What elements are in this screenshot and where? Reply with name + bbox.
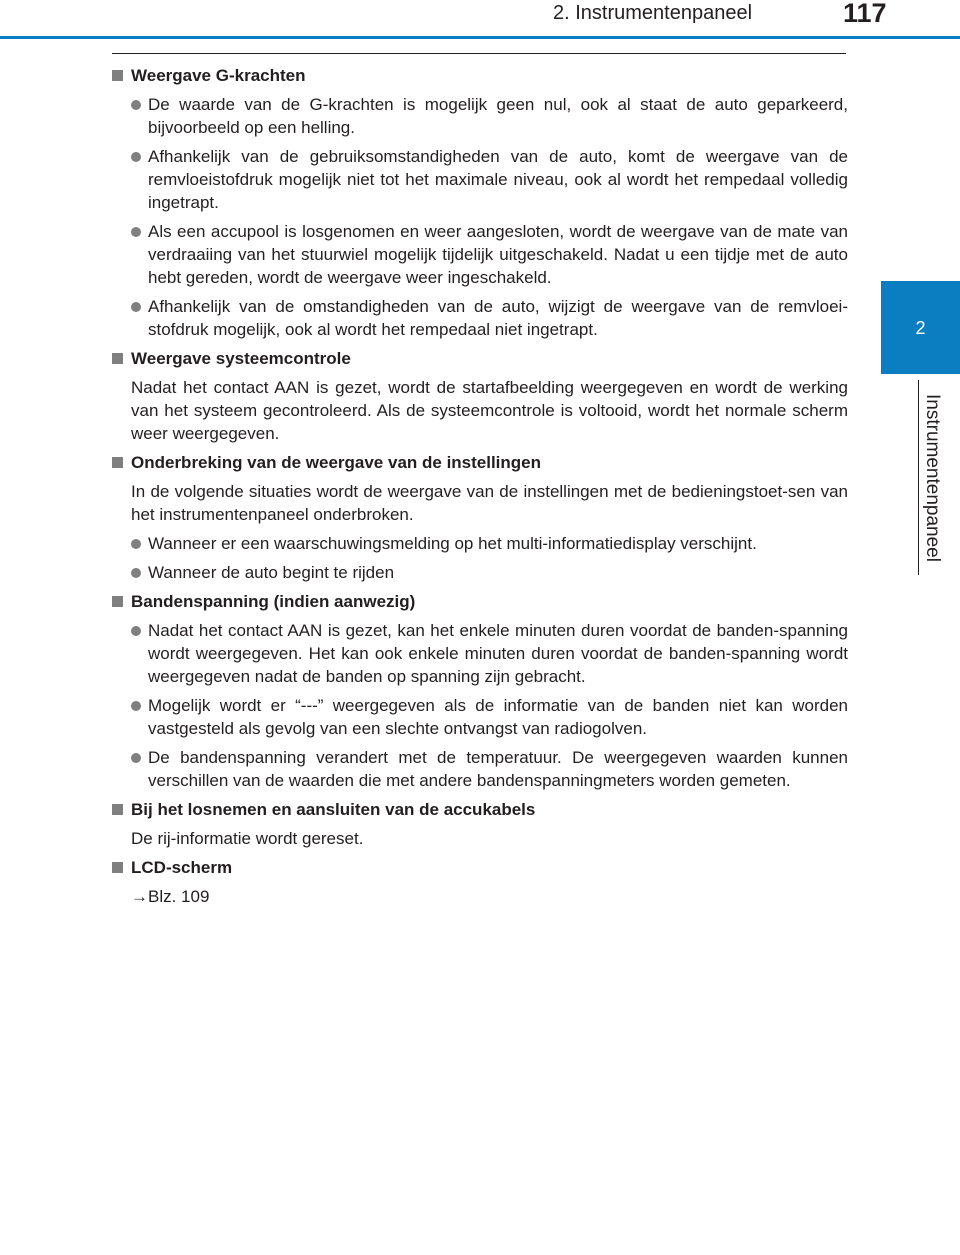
bullet-item: De waarde van de G-krachten is mogelijk geen nul, ook al staat de auto geparkeerd, bijvoorbeeld op een helling. bbox=[129, 93, 848, 139]
section-settings-interruption bbox=[112, 451, 848, 584]
side-divider bbox=[918, 380, 919, 575]
chapter-tab-label: Instrumentenpaneel bbox=[922, 394, 943, 562]
page-content bbox=[112, 64, 848, 914]
bullet-item: Wanneer er een waarschuwingsmelding op het multi-informatiedisplay verschijnt. bbox=[129, 532, 848, 555]
bullet-item: Nadat het contact AAN is gezet, kan het enkele minuten duren voordat de banden-spanning wordt weergegeven. Het kan ook enkele minuten duren voordat de banden-spanning wordt weergegeven nadat de banden op spanning zijn gebracht. bbox=[129, 619, 848, 688]
top-rule bbox=[112, 53, 846, 54]
chapter-tab-number: 2 bbox=[915, 318, 926, 338]
chapter-tab[interactable] bbox=[881, 281, 960, 374]
bullet-item: Mogelijk wordt er “---” weergegeven als de informatie van de banden niet kan worden vastgesteld als gevolg van een slechte ontvangst van radiogolven. bbox=[129, 694, 848, 740]
bullet-item: Afhankelijk van de gebruiksomstandigheden van de auto, komt de weergave van de remvloeistofdruk mogelijk niet tot het maximale niveau, ook al wordt het rempedaal volledig ingetrapt. bbox=[129, 145, 848, 214]
bullet-item: Afhankelijk van de omstandigheden van de auto, wijzigt de weergave van de remvloei-stofdruk mogelijk, ook al wordt het rempedaal niet ingetrapt. bbox=[129, 295, 848, 341]
section-battery-cables bbox=[112, 798, 848, 850]
bullet-item: De bandenspanning verandert met de temperatuur. De weergegeven waarden kunnen verschillen van de waarden die met andere bandenspanningmeters worden gemeten. bbox=[129, 746, 848, 792]
section-system-check bbox=[112, 347, 848, 445]
section-lcd-screen bbox=[112, 856, 848, 908]
paragraph: Nadat het contact AAN is gezet, wordt de startafbeelding weergegeven en wordt de werking van het systeem gecontroleerd. Als de systeemcontrole is voltooid, wordt het normale scherm weer weergegeven. bbox=[131, 378, 848, 443]
chapter-title: 2. Instrumentenpaneel bbox=[553, 2, 753, 24]
section-heading: Weergave G-krachten bbox=[112, 64, 848, 87]
paragraph: In de volgende situaties wordt de weergave van de instellingen met de bedieningstoet-sen van het instrumentenpaneel onderbroken. bbox=[131, 482, 848, 524]
section-heading: Bandenspanning (indien aanwezig) bbox=[112, 590, 848, 613]
section-heading: LCD-scherm bbox=[112, 856, 848, 879]
bullet-item: Wanneer de auto begint te rijden bbox=[129, 561, 848, 584]
header-rule bbox=[0, 36, 960, 39]
section-tire-pressure bbox=[112, 590, 848, 792]
bullet-item: Als een accupool is losgenomen en weer aangesloten, wordt de weergave van de mate van verdraaiing van het stuurwiel mogelijk tijdelijk uitgeschakeld. Nadat u een tijdje met de auto hebt gereden, wordt de weergave weer ingeschakeld. bbox=[129, 220, 848, 289]
page-number: 117 bbox=[843, 0, 887, 28]
page-reference-link[interactable]: →Blz. 109 bbox=[131, 887, 210, 906]
section-heading: Bij het losnemen en aansluiten van de accukabels bbox=[112, 798, 848, 821]
section-heading: Onderbreking van de weergave van de instellingen bbox=[112, 451, 848, 474]
paragraph: De rij-informatie wordt gereset. bbox=[131, 829, 364, 848]
section-heading: Weergave systeemcontrole bbox=[112, 347, 848, 370]
section-g-forces bbox=[112, 64, 848, 341]
